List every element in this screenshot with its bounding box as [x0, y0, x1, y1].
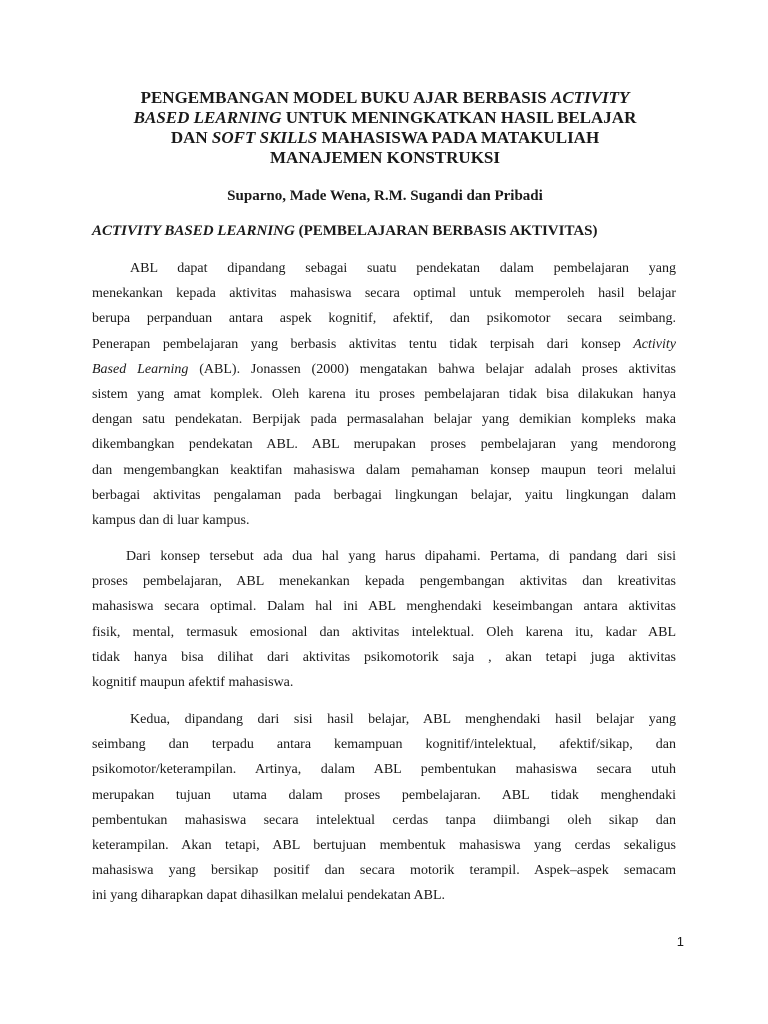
title-line: PENGEMBANGAN MODEL BUKU AJAR BERBASIS ACTIVITY [140, 88, 630, 107]
paragraph-line: dikembangkan pendekatan ABL. ABL merupakan proses pembelajaran yang mendorong [92, 437, 676, 453]
paragraph-line: proses pembelajaran, ABL menekankan kepada pengembangan aktivitas dan kreativitas [92, 574, 676, 590]
paragraph-line: merupakan tujuan utama dalam proses pembelajaran. ABL tidak menghendaki [92, 787, 676, 803]
paragraph-line: fisik, mental, termasuk emosional dan aktivitas intelektual. Oleh karena itu, kadar ABL [92, 624, 676, 640]
authors: Suparno, Made Wena, R.M. Sugandi dan Pribadi [227, 188, 543, 204]
section-heading-rest: (PEMBELAJARAN BERBASIS AKTIVITAS) [294, 223, 598, 239]
paragraph-line: kampus dan di luar kampus. [92, 513, 250, 529]
paragraph-line: berupa perpanduan antara aspek kognitif, afektif, dan psikomotor secara seimbang. [92, 311, 676, 327]
paragraph-3 [92, 707, 676, 909]
title-line: DAN SOFT SKILLS MAHASISWA PADA MATAKULIAH [170, 128, 600, 147]
paragraph-line: keterampilan. Akan tetapi, ABL bertujuan membentuk mahasiswa yang cerdas sekaligus [92, 838, 676, 854]
document-title [92, 88, 678, 168]
title-line: BASED LEARNING UNTUK MENINGKATKAN HASIL BELAJAR [133, 108, 637, 127]
paragraph-line: Dari konsep tersebut ada dua hal yang harus dipahami. Pertama, di pandang dari sisi [126, 549, 676, 564]
paragraph-line: Kedua, dipandang dari sisi hasil belajar, ABL menghendaki hasil belajar yang [130, 712, 676, 727]
page-number: 1 [676, 934, 684, 949]
paragraph-line: ini yang diharapkan dapat dihasilkan melalui pendekatan ABL. [92, 888, 446, 904]
section-heading [92, 221, 678, 241]
paragraph-line: seimbang dan terpadu antara kemampuan kognitif/intelektual, afektif/sikap, dan [92, 737, 676, 753]
paragraph-line: berbagai aktivitas pengalaman pada berbagai lingkungan belajar, yaitu lingkungan dalam [92, 487, 676, 503]
section-heading-italic: ACTIVITY BASED LEARNING [92, 223, 295, 239]
paragraph-line: mahasiswa secara optimal. Dalam hal ini ABL menghendaki keseimbangan antara aktivitas [92, 599, 676, 615]
paragraph-line: tidak hanya bisa dilihat dari aktivitas psikomotorik saja , akan tetapi juga aktivitas [92, 649, 676, 665]
paragraph-line: ABL dapat dipandang sebagai suatu pendekatan dalam pembelajaran yang [130, 261, 676, 276]
paragraph-line: psikomotor/keterampilan. Artinya, dalam ABL pembentukan mahasiswa secara utuh [92, 762, 676, 778]
paragraph-line: dengan satu pendekatan. Berpijak pada permasalahan belajar yang demikian kompleks maka [92, 412, 676, 428]
paragraph-2 [92, 544, 676, 695]
paragraph-line: sistem yang amat komplek. Oleh karena itu proses pembelajaran tidak bisa dilakukan hanya [92, 387, 676, 403]
paragraph-line: dan mengembangkan keaktifan mahasiswa dalam pemahaman konsep maupun teori melalui [92, 462, 676, 478]
title-line: MANAJEMEN KONSTRUKSI [270, 148, 500, 167]
paragraph-line: menekankan kepada aktivitas mahasiswa secara optimal untuk memperoleh hasil belajar [92, 286, 676, 302]
paragraph-line: mahasiswa yang bersikap positif dan secara motorik terampil. Aspek–aspek semacam [92, 863, 676, 879]
paragraph-1 [92, 256, 676, 533]
paragraph-line: pembentukan mahasiswa secara intelektual cerdas tanpa diimbangi oleh sikap dan [92, 812, 676, 828]
paragraph-line: Penerapan pembelajaran yang berbasis aktivitas tentu tidak terpisah dari konsep Activity [92, 336, 676, 352]
paragraph-line: kognitif maupun afektif mahasiswa. [92, 675, 294, 691]
paragraph-line: Based Learning (ABL). Jonassen (2000) mengatakan bahwa belajar adalah proses aktivitas [92, 361, 676, 377]
